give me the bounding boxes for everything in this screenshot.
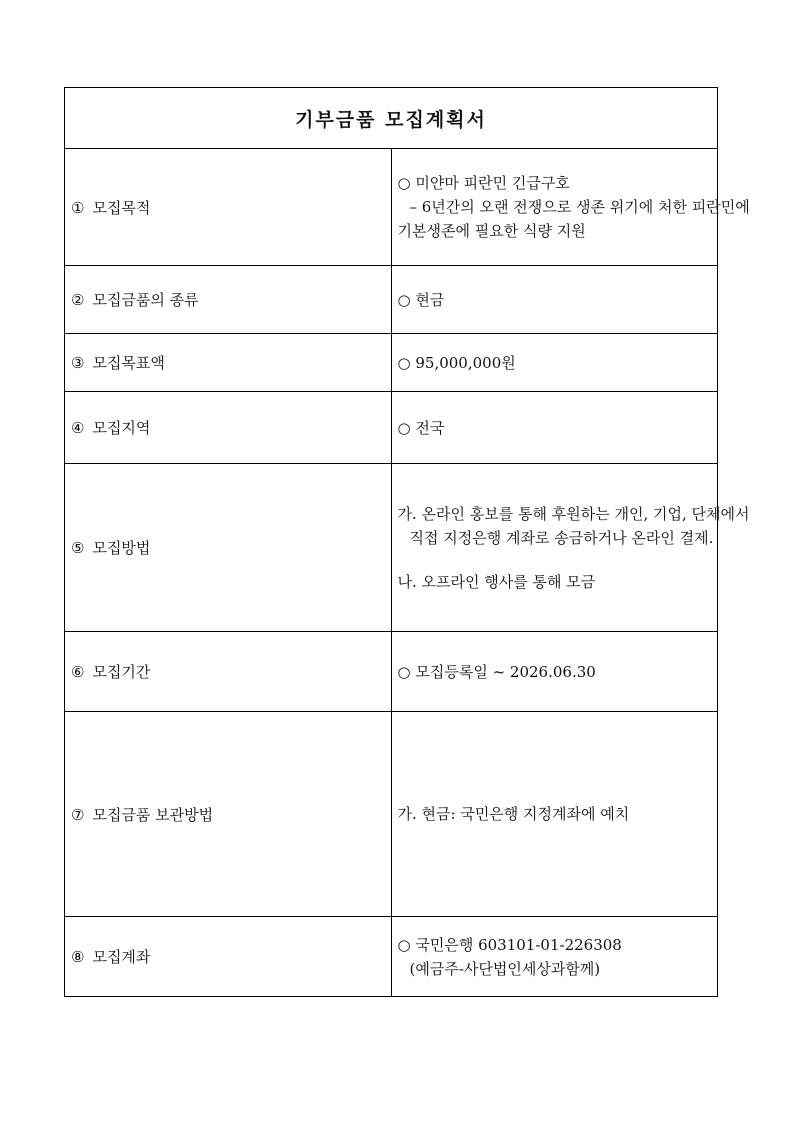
document-title: 기부금품 모집계획서 <box>65 88 718 149</box>
row-label-item-type: ② 모집금품의 종류 <box>65 266 392 334</box>
table-row <box>65 149 718 266</box>
table-row <box>65 334 718 392</box>
value-line: 나. 오프라인 행사를 통해 모금 <box>397 572 596 591</box>
value-line: 가. 현금: 국민은행 지정계좌에 예치 <box>397 805 630 823</box>
value-line: 직접 지정은행 계좌로 송금하거나 온라인 결제. <box>409 528 714 547</box>
value-line: ○ 모집등록일 ~ 2026.06.30 <box>397 662 596 681</box>
row-label-target-amount: ③ 모집목표액 <box>65 334 392 392</box>
value-line: – 6년간의 오랜 전쟁으로 생존 위기에 처한 피란민에 <box>409 198 750 216</box>
table-row <box>65 917 718 997</box>
table-row <box>65 632 718 712</box>
table-row <box>65 464 718 632</box>
value-line: ○ 전국 <box>397 418 445 437</box>
donation-plan-document <box>64 87 750 997</box>
row-label-account: ⑧ 모집계좌 <box>65 917 392 997</box>
row-label-purpose: ① 모집목적 <box>65 149 392 266</box>
value-line: ○ 국민은행 603101-01-226308 <box>397 935 622 954</box>
value-line: ○ 미얀마 피란민 긴급구호 <box>397 174 570 192</box>
table-row <box>65 392 718 464</box>
row-value-method <box>391 464 750 632</box>
value-line: ○ 현금 <box>397 290 445 309</box>
row-label-region: ④ 모집지역 <box>65 392 392 464</box>
value-line: (예금주-사단법인세상과함께) <box>409 959 601 978</box>
row-value-purpose <box>391 149 750 266</box>
row-value-target-amount <box>391 334 718 392</box>
row-value-storage <box>391 712 718 917</box>
value-line: 기본생존에 필요한 식량 지원 <box>397 222 586 240</box>
plan-table <box>64 87 750 997</box>
row-value-region <box>391 392 718 464</box>
value-line: 가. 온라인 홍보를 통해 후원하는 개인, 기업, 단체에서 <box>397 504 750 523</box>
value-line: ○ 95,000,000원 <box>397 353 516 372</box>
table-row <box>65 712 718 917</box>
table-row <box>65 266 718 334</box>
row-label-period: ⑥ 모집기간 <box>65 632 392 712</box>
row-value-period <box>391 632 718 712</box>
title-row <box>65 88 718 149</box>
row-label-storage: ⑦ 모집금품 보관방법 <box>65 712 392 917</box>
spacer <box>398 550 714 570</box>
row-value-account <box>391 917 718 997</box>
row-label-method: ⑤ 모집방법 <box>65 464 392 632</box>
row-value-item-type <box>391 266 718 334</box>
